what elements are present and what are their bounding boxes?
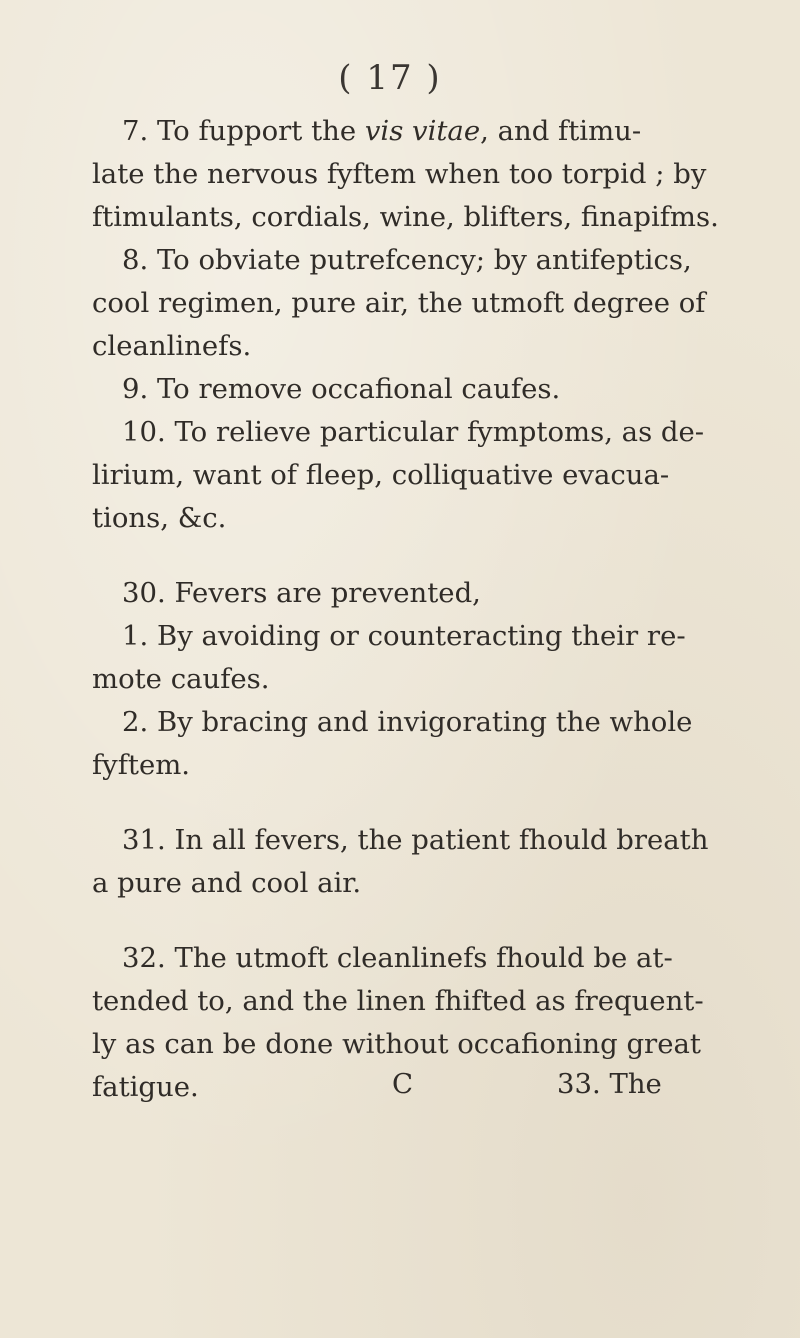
text-line: 32. The utmoft cleanlinefs fhould be at- bbox=[122, 942, 673, 974]
text-line: late the nervous fyftem when too torpid ; by bbox=[92, 158, 707, 190]
signature-line bbox=[92, 1063, 672, 1107]
paragraph-9 bbox=[92, 368, 672, 411]
paragraph-2 bbox=[92, 701, 693, 787]
text-line: 9. To remove occafional caufes. bbox=[122, 373, 561, 405]
text-line: 10. To relieve particular fymptoms, as de- bbox=[122, 416, 705, 448]
text-line: lirium, want of fleep, colliquative evacua- bbox=[92, 459, 670, 491]
text-line: a pure and cool air. bbox=[92, 867, 362, 899]
text-line: cleanlinefs. bbox=[92, 330, 252, 362]
text-line: ftimulants, cordials, wine, blifters, finapifms. bbox=[92, 201, 719, 233]
text-line: tions, &c. bbox=[92, 502, 227, 534]
section-30 bbox=[92, 572, 672, 615]
text-line: 31. In all fevers, the patient fhould breath bbox=[122, 824, 709, 856]
signature-mark: C bbox=[392, 1068, 414, 1100]
text-line: 2. By bracing and invigorating the whole bbox=[122, 706, 693, 738]
section-31 bbox=[92, 819, 709, 905]
italic-phrase: vis vitae bbox=[364, 115, 481, 147]
text-line: 7. To fupport the vis vitae, and ftimu- bbox=[122, 115, 642, 147]
text-line: tended to, and the linen fhifted as frequent- bbox=[92, 985, 704, 1017]
body-text bbox=[92, 110, 719, 1109]
paragraph-10 bbox=[92, 411, 705, 540]
text-line: ly as can be done without occafioning great bbox=[92, 1028, 701, 1060]
paragraph-7 bbox=[92, 110, 719, 239]
text-line: mote caufes. bbox=[92, 663, 270, 695]
text-line: 30. Fevers are prevented, bbox=[122, 577, 481, 609]
text-line: 1. By avoiding or counteracting their re- bbox=[122, 620, 686, 652]
text-line: fyftem. bbox=[92, 749, 191, 781]
spacer bbox=[92, 540, 672, 572]
spacer bbox=[92, 787, 672, 819]
page-number-header: ( 17 ) bbox=[338, 58, 442, 98]
text-line: 8. To obviate putrefcency; by antifeptics, bbox=[122, 244, 692, 276]
text-line: cool regimen, pure air, the utmoft degree of bbox=[92, 287, 706, 319]
paragraph-8 bbox=[92, 239, 706, 368]
spacer bbox=[92, 905, 672, 937]
text-line: fatigue. bbox=[92, 1071, 199, 1103]
catchword: 33. The bbox=[557, 1068, 662, 1100]
paragraph-1 bbox=[92, 615, 686, 701]
